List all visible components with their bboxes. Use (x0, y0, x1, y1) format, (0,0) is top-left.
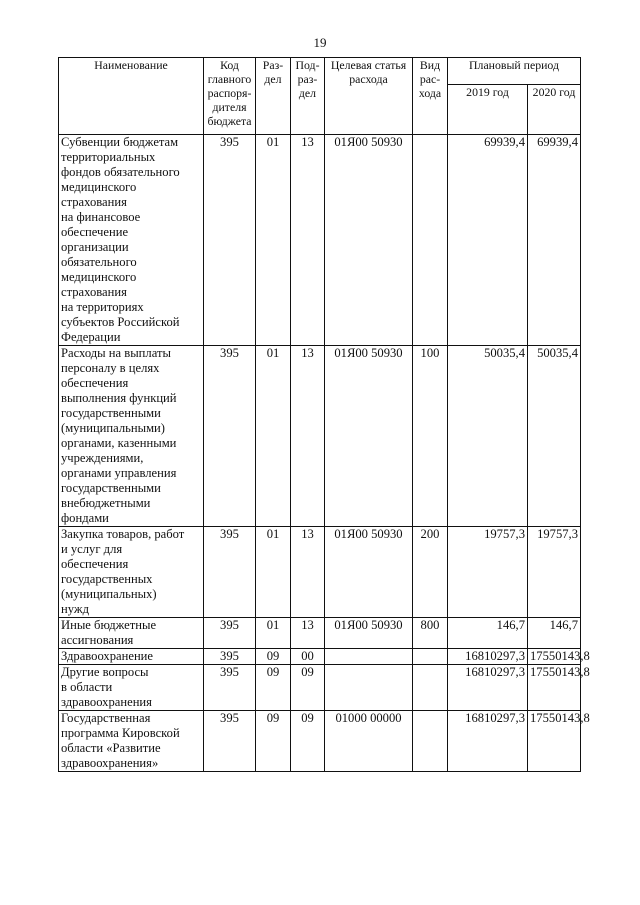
cell-expense-type (413, 711, 448, 772)
cell-section: 09 (256, 649, 291, 665)
cell-2019: 19757,3 (448, 527, 528, 618)
header-expense-type: Вид рас- хода (413, 58, 448, 135)
cell-code: 395 (204, 527, 256, 618)
table-row (59, 618, 581, 649)
cell-name: Государственная программа Кировской области «Развитие здравоохранения» (59, 711, 204, 772)
header-target: Целевая статья расхода (325, 58, 413, 135)
cell-target: 01Я00 50930 (325, 346, 413, 527)
cell-2020: 17550143,8 (528, 665, 581, 711)
cell-target (325, 649, 413, 665)
header-row (59, 58, 581, 85)
cell-target: 01000 00000 (325, 711, 413, 772)
cell-subsection: 13 (291, 346, 325, 527)
cell-subsection: 00 (291, 649, 325, 665)
cell-code: 395 (204, 649, 256, 665)
cell-2020: 19757,3 (528, 527, 581, 618)
cell-target: 01Я00 50930 (325, 618, 413, 649)
header-code: Код главного распоря- дителя бюджета (204, 58, 256, 135)
cell-section: 01 (256, 527, 291, 618)
page-number: 19 (313, 35, 327, 50)
cell-code: 395 (204, 618, 256, 649)
cell-2019: 146,7 (448, 618, 528, 649)
table-row (59, 346, 581, 527)
cell-expense-type: 100 (413, 346, 448, 527)
cell-name: Субвенции бюджетам территориальных фондов обязательного медицинского страхования на финансовое обеспечение организации обязательного медицинского страхования на территориях субъектов Российской Федерации (59, 135, 204, 346)
cell-section: 01 (256, 346, 291, 527)
header-planned-period: Плановый период (448, 58, 581, 85)
table-row (59, 711, 581, 772)
cell-2020: 17550143,8 (528, 711, 581, 772)
cell-section: 09 (256, 711, 291, 772)
cell-target: 01Я00 50930 (325, 135, 413, 346)
cell-2019: 69939,4 (448, 135, 528, 346)
cell-expense-type (413, 665, 448, 711)
cell-2019: 16810297,3 (448, 649, 528, 665)
cell-2020: 50035,4 (528, 346, 581, 527)
cell-code: 395 (204, 665, 256, 711)
cell-name: Закупка товаров, работ и услуг для обеспечения государственных (муниципальных) нужд (59, 527, 204, 618)
header-section: Раз- дел (256, 58, 291, 135)
header-subsection: Под- раз- дел (291, 58, 325, 135)
cell-code: 395 (204, 711, 256, 772)
cell-name: Расходы на выплаты персоналу в целях обеспечения выполнения функций государственными (муниципальными) органами, казенными учреждениями, органами управления государственными внебюджетными фондами (59, 346, 204, 527)
cell-section: 01 (256, 618, 291, 649)
cell-name: Здравоохранение (59, 649, 204, 665)
cell-2020: 146,7 (528, 618, 581, 649)
table-row (59, 135, 581, 346)
cell-code: 395 (204, 135, 256, 346)
cell-subsection: 13 (291, 618, 325, 649)
cell-target (325, 665, 413, 711)
cell-section: 09 (256, 665, 291, 711)
cell-expense-type (413, 135, 448, 346)
budget-table (58, 57, 590, 772)
cell-name: Иные бюджетные ассигнования (59, 618, 204, 649)
table-row (59, 649, 581, 665)
table-row (59, 665, 581, 711)
cell-2020: 69939,4 (528, 135, 581, 346)
cell-expense-type: 800 (413, 618, 448, 649)
cell-expense-type: 200 (413, 527, 448, 618)
cell-subsection: 09 (291, 665, 325, 711)
header-name: Наименование (59, 58, 204, 135)
cell-expense-type (413, 649, 448, 665)
cell-2019: 16810297,3 (448, 711, 528, 772)
table-body (59, 135, 590, 772)
cell-target: 01Я00 50930 (325, 527, 413, 618)
cell-code: 395 (204, 346, 256, 527)
cell-name: Другие вопросы в области здравоохранения (59, 665, 204, 711)
header-year-2020: 2020 год (528, 85, 581, 135)
cell-subsection: 09 (291, 711, 325, 772)
cell-subsection: 13 (291, 135, 325, 346)
cell-subsection: 13 (291, 527, 325, 618)
cell-2019: 50035,4 (448, 346, 528, 527)
cell-2019: 16810297,3 (448, 665, 528, 711)
cell-2020: 17550143,8 (528, 649, 581, 665)
table-row (59, 527, 581, 618)
header-year-2019: 2019 год (448, 85, 528, 135)
cell-section: 01 (256, 135, 291, 346)
